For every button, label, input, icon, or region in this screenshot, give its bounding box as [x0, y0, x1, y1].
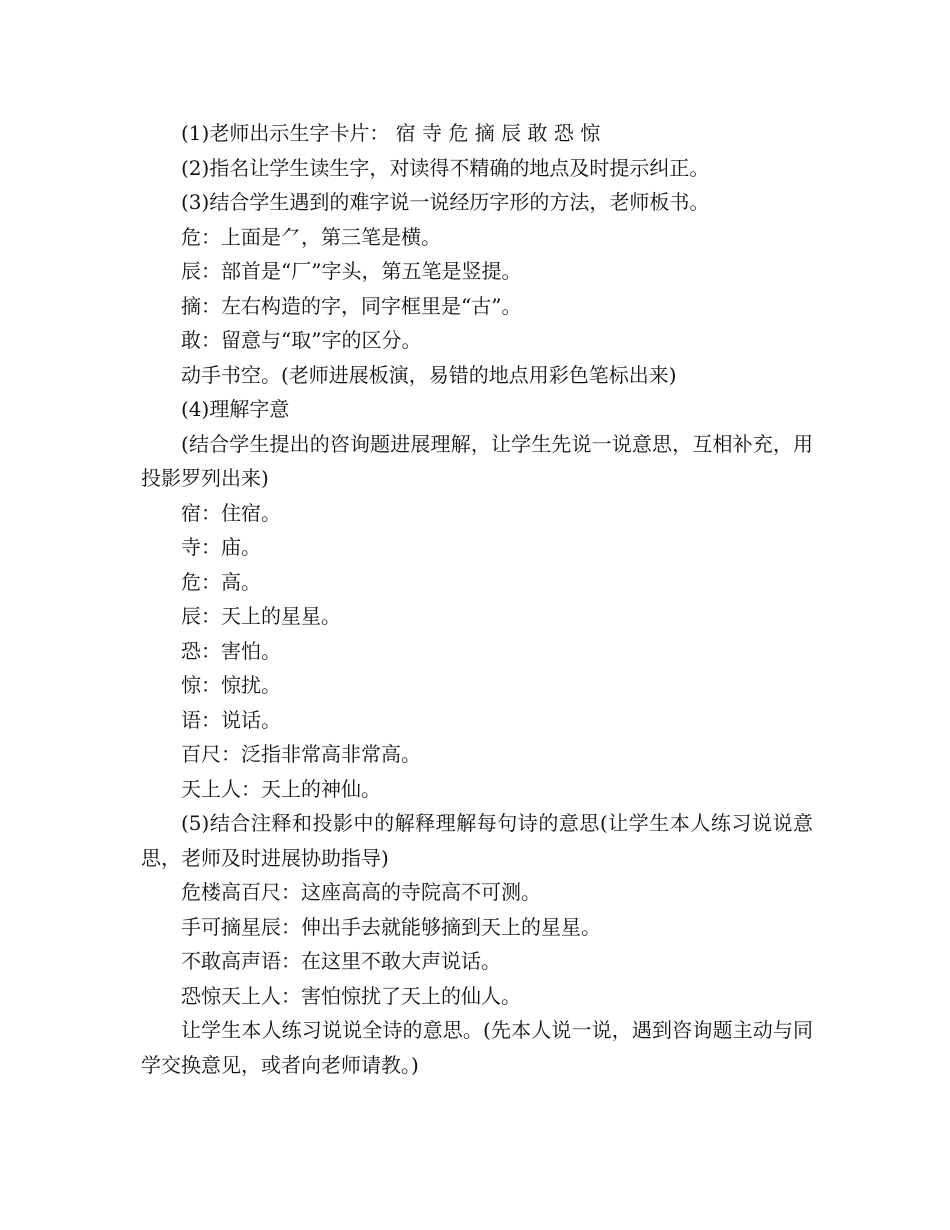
step-4-heading: (4)理解字意 [181, 397, 290, 421]
glyph-note-zhai: 摘：左右构造的字，同字框里是“古”。 [181, 293, 522, 318]
meaning-su: 宿：住宿。 [181, 500, 281, 525]
step-5-instructions: (5)结合注释和投影中的解释理解每句诗的意思(让学生本人练习说说意思，老师及时进展协助指导) [141, 811, 813, 870]
meaning-wei: 危：高。 [181, 569, 261, 594]
glyph-note-chen: 辰：部首是“厂”字头，第五笔是竖提。 [181, 259, 522, 283]
step-1-flashcards: (1)老师出示生字卡片： 宿 寺 危 摘 辰 敢 恐 惊 [181, 121, 601, 145]
poem-line-2-meaning: 手可摘星辰：伸出手去就能够摘到天上的星星。 [181, 914, 601, 939]
meaning-yu: 语：说话。 [181, 707, 281, 732]
meaning-kong: 恐：害怕。 [181, 638, 281, 663]
air-writing-note: 动手书空。(老师进展板演，易错的地点用彩色笔标出来) [181, 362, 677, 387]
step-2-read-aloud: (2)指名让学生读生字，对读得不精确的地点及时提示纠正。 [181, 155, 710, 180]
meaning-chen: 辰：天上的星星。 [181, 604, 341, 628]
meaning-si: 寺：庙。 [181, 535, 261, 559]
meaning-jing: 惊：惊扰。 [181, 673, 281, 697]
poem-line-4-meaning: 恐惊天上人：害怕惊扰了天上的仙人。 [181, 983, 521, 1008]
glyph-note-wei: 危：上面是⺈，第三笔是横。 [181, 224, 441, 249]
meaning-baichi: 百尺：泛指非常高非常高。 [181, 742, 421, 766]
glyph-note-gan: 敢：留意与“取”字的区分。 [181, 328, 422, 352]
poem-line-1-meaning: 危楼高百尺：这座高高的寺院高不可测。 [181, 880, 541, 904]
poem-line-3-meaning: 不敢高声语：在这里不敢大声说话。 [181, 949, 501, 973]
step-3-glyph-methods: (3)结合学生遇到的难字说一说经历字形的方法，老师板书。 [181, 190, 710, 214]
whole-poem-practice: 让学生本人练习说说全诗的意思。(先本人说一说，遇到咨询题主动与同学交换意见，或者向老师请教。) [141, 1018, 813, 1077]
meaning-tianshangren: 天上人：天上的神仙。 [181, 776, 381, 801]
document-body [141, 116, 813, 1082]
step-4-instructions: (结合学生提出的咨询题进展理解，让学生先说一说意思，互相补充，用投影罗列出来) [141, 431, 813, 490]
